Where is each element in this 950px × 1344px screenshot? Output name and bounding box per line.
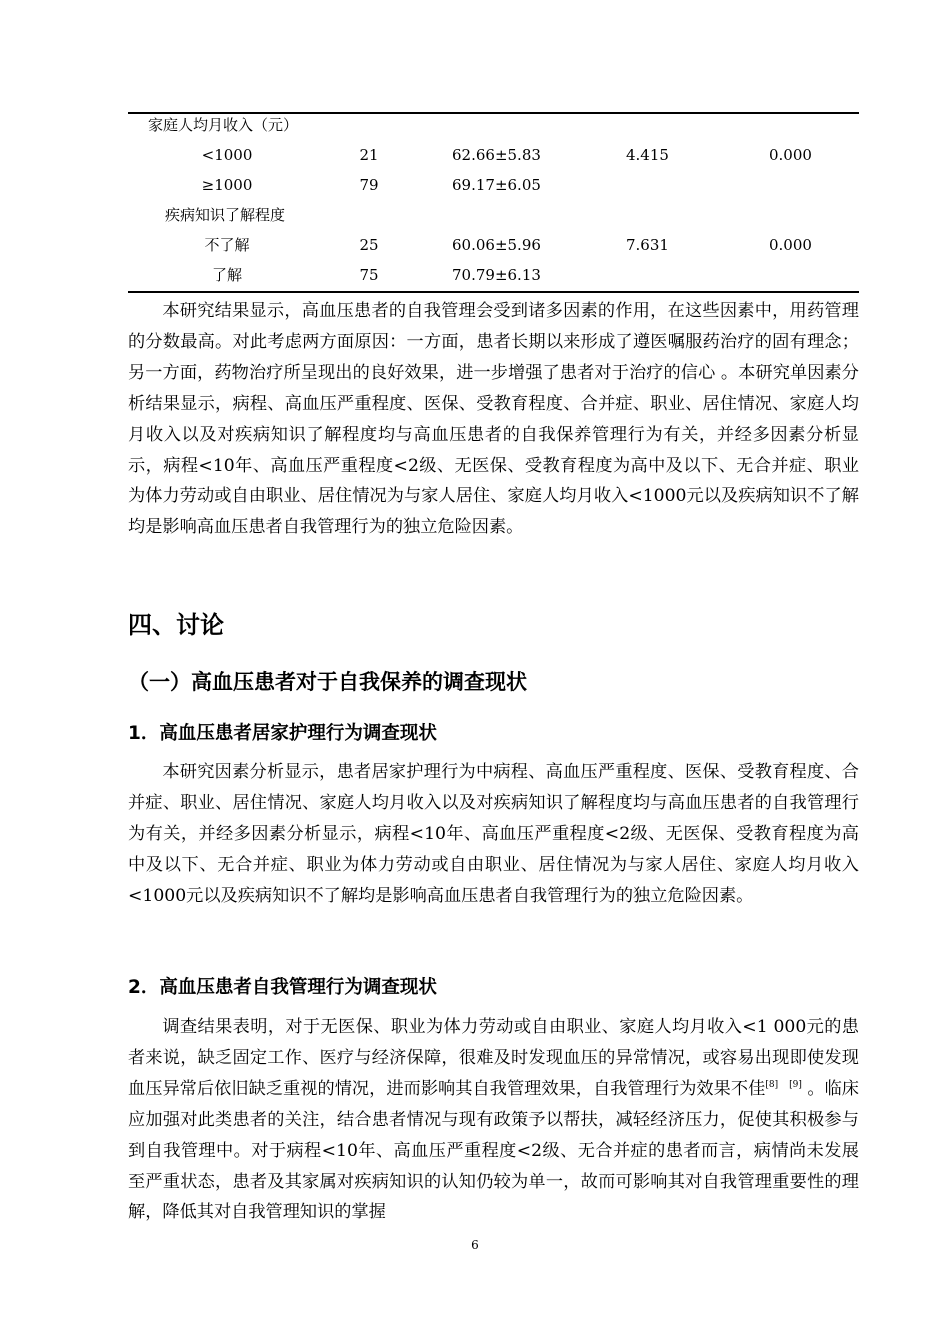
citation-ref[interactable]: [8] bbox=[765, 1079, 779, 1090]
table-row bbox=[0, 230, 950, 260]
row-label: 了解 bbox=[211, 266, 242, 284]
subheading-home-care: 1．高血压患者居家护理行为调查现状 bbox=[128, 723, 437, 744]
t-value-cell: 4.415 bbox=[626, 146, 669, 164]
table-row bbox=[0, 170, 950, 200]
mean-sd-cell: 70.79±6.13 bbox=[452, 266, 541, 284]
results-paragraph: 本研究结果显示，高血压患者的自我管理会受到诸多因素的作用，在这些因素中，用药管理的分数最高。对此考虑两方面原因：一方面，患者长期以来形成了遵医嘱服药治疗的固有理念；另一方面，药物治疗所呈现出的良好效果，进一步增强了患者对于治疗的信心 。本研究单因素分析结果显示，病程、高血压严重程度、医保、受教育程度、合并症、职业、居住情况、家庭人均月收入以及对疾病知识了解程度均与高血压患者的自我保养管理行为有关，并经多因素分析显示，病程<10年、高血压严重程度<2级、无医保、受教育程度为高中及以下、无合并症、职业为体力劳动或自由职业、居住情况为与家人居住、家庭人均月收入<1000元以及疾病知识不了解均是影响高血压患者自我管理行为的独立危险因素。 bbox=[128, 301, 859, 538]
mean-sd-cell: 62.66±5.83 bbox=[452, 146, 541, 164]
paragraph-text-part: 调查结果表明，对于无医保、职业为体力劳动或自由职业、家庭人均月收入<1 000元的患者来说，缺乏固定工作、医疗与经济保障，很难及时发现血压的异常情况，或容易出现即使发现血压异常后依旧缺乏重视的情况，进而影响其自我管理效果，自我管理行为效果不佳 bbox=[128, 1017, 859, 1099]
section-heading: 四、讨论 bbox=[128, 611, 224, 639]
row-group-label: 家庭人均月收入（元） bbox=[147, 116, 298, 134]
subheading-self-management: 2．高血压患者自我管理行为调查现状 bbox=[128, 977, 437, 998]
citation-ref[interactable]: [9] bbox=[789, 1079, 802, 1090]
n-cell: 75 bbox=[359, 266, 379, 284]
table-row bbox=[0, 110, 950, 140]
home-care-paragraph: 本研究因素分析显示，患者居家护理行为中病程、高血压严重程度、医保、受教育程度、合并症、职业、居住情况、家庭人均月收入以及对疾病知识了解程度均与高血压患者的自我管理行为有关，并经多因素分析显示，病程<10年、高血压严重程度<2级、无医保、受教育程度为高中及以下、无合并症、职业为体力劳动或自由职业、居住情况为与家人居住、家庭人均月收入<1000元以及疾病知识不了解均是影响高血压患者自我管理行为的独立危险因素。 bbox=[128, 762, 859, 906]
mean-sd-cell: 60.06±5.96 bbox=[452, 236, 541, 254]
n-cell: 79 bbox=[359, 176, 379, 194]
table-row bbox=[0, 200, 950, 230]
p-value-cell: 0.000 bbox=[769, 146, 812, 164]
page-number: 6 bbox=[471, 1238, 479, 1252]
paragraph-text-part: 。临床应加强对此类患者的关注，结合患者情况与现有政策予以帮扶，减轻经济压力，促使其积极参与到自我管理中。对于病程<10年、高血压严重程度<2级、无合并症的患者而言，病情尚未发展至严重状态，患者及其家属对疾病知识的认知仍较为单一，故而可影响其对自我管理重要性的理解，降低其对自我管理知识的掌握 bbox=[128, 1078, 859, 1223]
row-label: <1000 bbox=[201, 146, 253, 164]
subsection-heading: （一）高血压患者对于自我保养的调查现状 bbox=[128, 670, 527, 694]
p-value-cell: 0.000 bbox=[769, 236, 812, 254]
mean-sd-cell: 69.17±6.05 bbox=[452, 176, 541, 194]
t-value-cell: 7.631 bbox=[626, 236, 669, 254]
row-group-label: 疾病知识了解程度 bbox=[164, 206, 285, 224]
table-bottom-rule bbox=[128, 291, 859, 293]
n-cell: 21 bbox=[359, 146, 379, 164]
n-cell: 25 bbox=[359, 236, 379, 254]
table-row bbox=[0, 140, 950, 170]
self-management-paragraph bbox=[128, 1012, 859, 1228]
row-label: 不了解 bbox=[204, 236, 250, 254]
table-row bbox=[0, 260, 950, 290]
row-label: ≥1000 bbox=[201, 176, 253, 194]
